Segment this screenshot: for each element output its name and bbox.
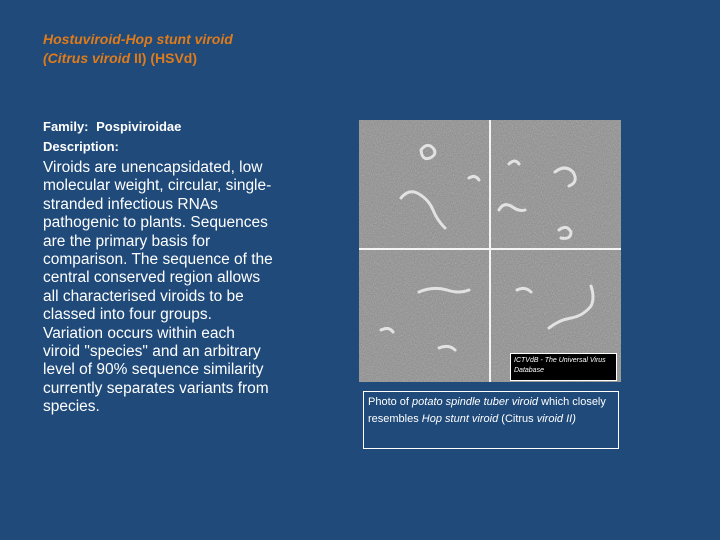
title-line-1: Hostuviroid-Hop stunt viroid [43, 31, 233, 47]
title-line-2-numeral: II) (HSVd) [134, 50, 198, 66]
title-line-2-open: (Citrus viroid [43, 50, 135, 66]
photo-credit: ICTVdB - The Universal Virus Database [510, 353, 617, 381]
caption-part-6: viroid II) [536, 413, 576, 425]
caption-part-5: (Citrus [498, 413, 537, 425]
caption-part-3: which closely resembles [368, 396, 606, 425]
family-label: Family: [43, 119, 89, 134]
family-row [43, 117, 181, 136]
slide-title [43, 30, 303, 68]
caption-species-2: Hop stunt viroid [421, 413, 499, 425]
micrograph-image [359, 120, 621, 382]
photo-caption [363, 391, 619, 449]
viroid-micrograph [359, 120, 621, 382]
title-line-2 [43, 49, 303, 68]
description-label: Description: [43, 139, 119, 154]
description-text: Viroids are unencapsidated, low molecular weight, circular, single-stranded infectious RNAs pathogenic to plants. Sequences are the primary basis for comparison. The sequence of the central conserved region allows all characterised viroids to be classed into four groups. Variation occurs within each viroid "species" and an arbitrary level of 90% sequence similarity currently separates variants from species. [43, 159, 273, 416]
family-value: Pospiviroidae [96, 119, 182, 134]
caption-species-1: potato spindle tuber viroid [412, 396, 539, 408]
caption-part-1: Photo of [368, 396, 413, 408]
